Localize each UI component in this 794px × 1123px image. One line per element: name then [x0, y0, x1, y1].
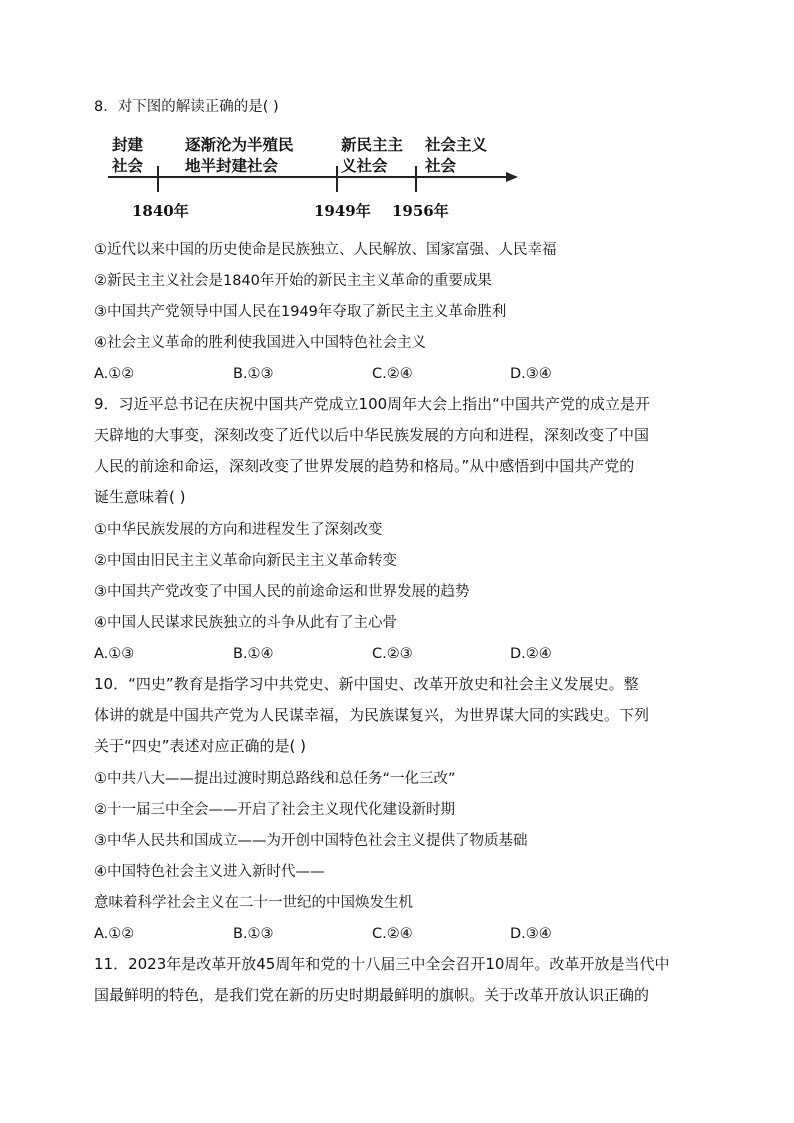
timeline-arrow-head	[506, 172, 518, 182]
timeline-period-1: 封建 社会	[112, 135, 144, 175]
q10-option-d[interactable]: D.③④	[510, 926, 552, 942]
q8-item-1: ①近代以来中国的历史使命是民族独立、人民解放、国家富强、人民幸福	[94, 242, 557, 258]
q10-item-4-continued: 意味着科学社会主义在二十一世纪的中国焕发生机	[94, 895, 413, 911]
q9-stem: 9．习近平总书记在庆祝中国共产党成立100周年大会上指出“中国共产党的成立是开 天辟地的大事变，深刻改变了近代以后中华民族发展的方向和进程，深刻改变了中国 人民的前途和命运，深刻改变了世界发展的趋势和格局。”从中感悟到中国共产党的 诞生意味着( )	[94, 395, 650, 506]
q9-item-3: ③中国共产党改变了中国人民的前途命运和世界发展的趋势	[94, 584, 470, 600]
q9-item-2: ②中国由旧民主主义革命向新民主主义革命转变	[94, 553, 397, 569]
q8-item-2: ②新民主主义社会是1840年开始的新民主主义革命的重要成果	[94, 273, 492, 289]
q8-options	[94, 364, 694, 384]
q8-option-d[interactable]: D.③④	[510, 366, 552, 382]
q8-option-c[interactable]: C.②④	[372, 366, 413, 382]
q10-stem: 10．“四史”教育是指学习中共党史、新中国史、改革开放史和社会主义发展史。整 体讲的就是中国共产党为人民谋幸福，为民族谋复兴，为世界谋大同的实践史。下列 关于“四史”表述对应正确的是( )	[94, 675, 650, 755]
q8-option-a[interactable]: A.①②	[94, 366, 135, 382]
timeline-year-1949: 1949年	[314, 202, 371, 220]
q9-option-d[interactable]: D.②④	[510, 646, 552, 662]
q10-item-3: ③中华人民共和国成立——为开创中国特色社会主义提供了物质基础	[94, 833, 528, 849]
timeline-year-1956: 1956年	[392, 202, 449, 220]
timeline-axis	[100, 164, 530, 194]
q9-item-1: ①中华民族发展的方向和进程发生了深刻改变	[94, 522, 383, 538]
q10-option-b[interactable]: B.①③	[233, 926, 274, 942]
q10-option-c[interactable]: C.②④	[372, 926, 413, 942]
q9-option-a[interactable]: A.①③	[94, 646, 135, 662]
timeline-period-3: 新民主主 义社会	[341, 135, 404, 175]
q9-option-b[interactable]: B.①④	[233, 646, 274, 662]
q8-option-b[interactable]: B.①③	[233, 366, 274, 382]
timeline-period-4: 社会主义 社会	[425, 135, 488, 175]
q10-option-a[interactable]: A.①②	[94, 926, 135, 942]
q9-item-4: ④中国人民谋求民族独立的斗争从此有了主心骨	[94, 615, 397, 631]
q10-item-2: ②十一届三中全会——开启了社会主义现代化建设新时期	[94, 802, 455, 818]
q10-item-1: ①中共八大——提出过渡时期总路线和总任务“一化三改”	[94, 771, 456, 787]
q9-option-c[interactable]: C.②③	[372, 646, 413, 662]
q8-item-3: ③中国共产党领导中国人民在1949年夺取了新民主主义革命胜利	[94, 304, 507, 320]
q10-item-4: ④中国特色社会主义进入新时代——	[94, 864, 325, 880]
timeline-year-1840: 1840年	[132, 202, 189, 220]
q8-item-4: ④社会主义革命的胜利使我国进入中国特色社会主义	[94, 335, 426, 351]
q9-options	[94, 644, 694, 664]
q8-stem: 8．对下图的解读正确的是( )	[94, 99, 279, 115]
q11-stem: 11．2023年是改革开放45周年和党的十八届三中全会召开10周年。改革开放是当代中 国最鲜明的特色，是我们党在新的历史时期最鲜明的旗帜。关于改革开放认识正确的	[94, 955, 670, 1004]
q10-options	[94, 924, 694, 944]
timeline-period-2: 逐渐沦为半殖民 地半封建社会	[185, 135, 294, 175]
